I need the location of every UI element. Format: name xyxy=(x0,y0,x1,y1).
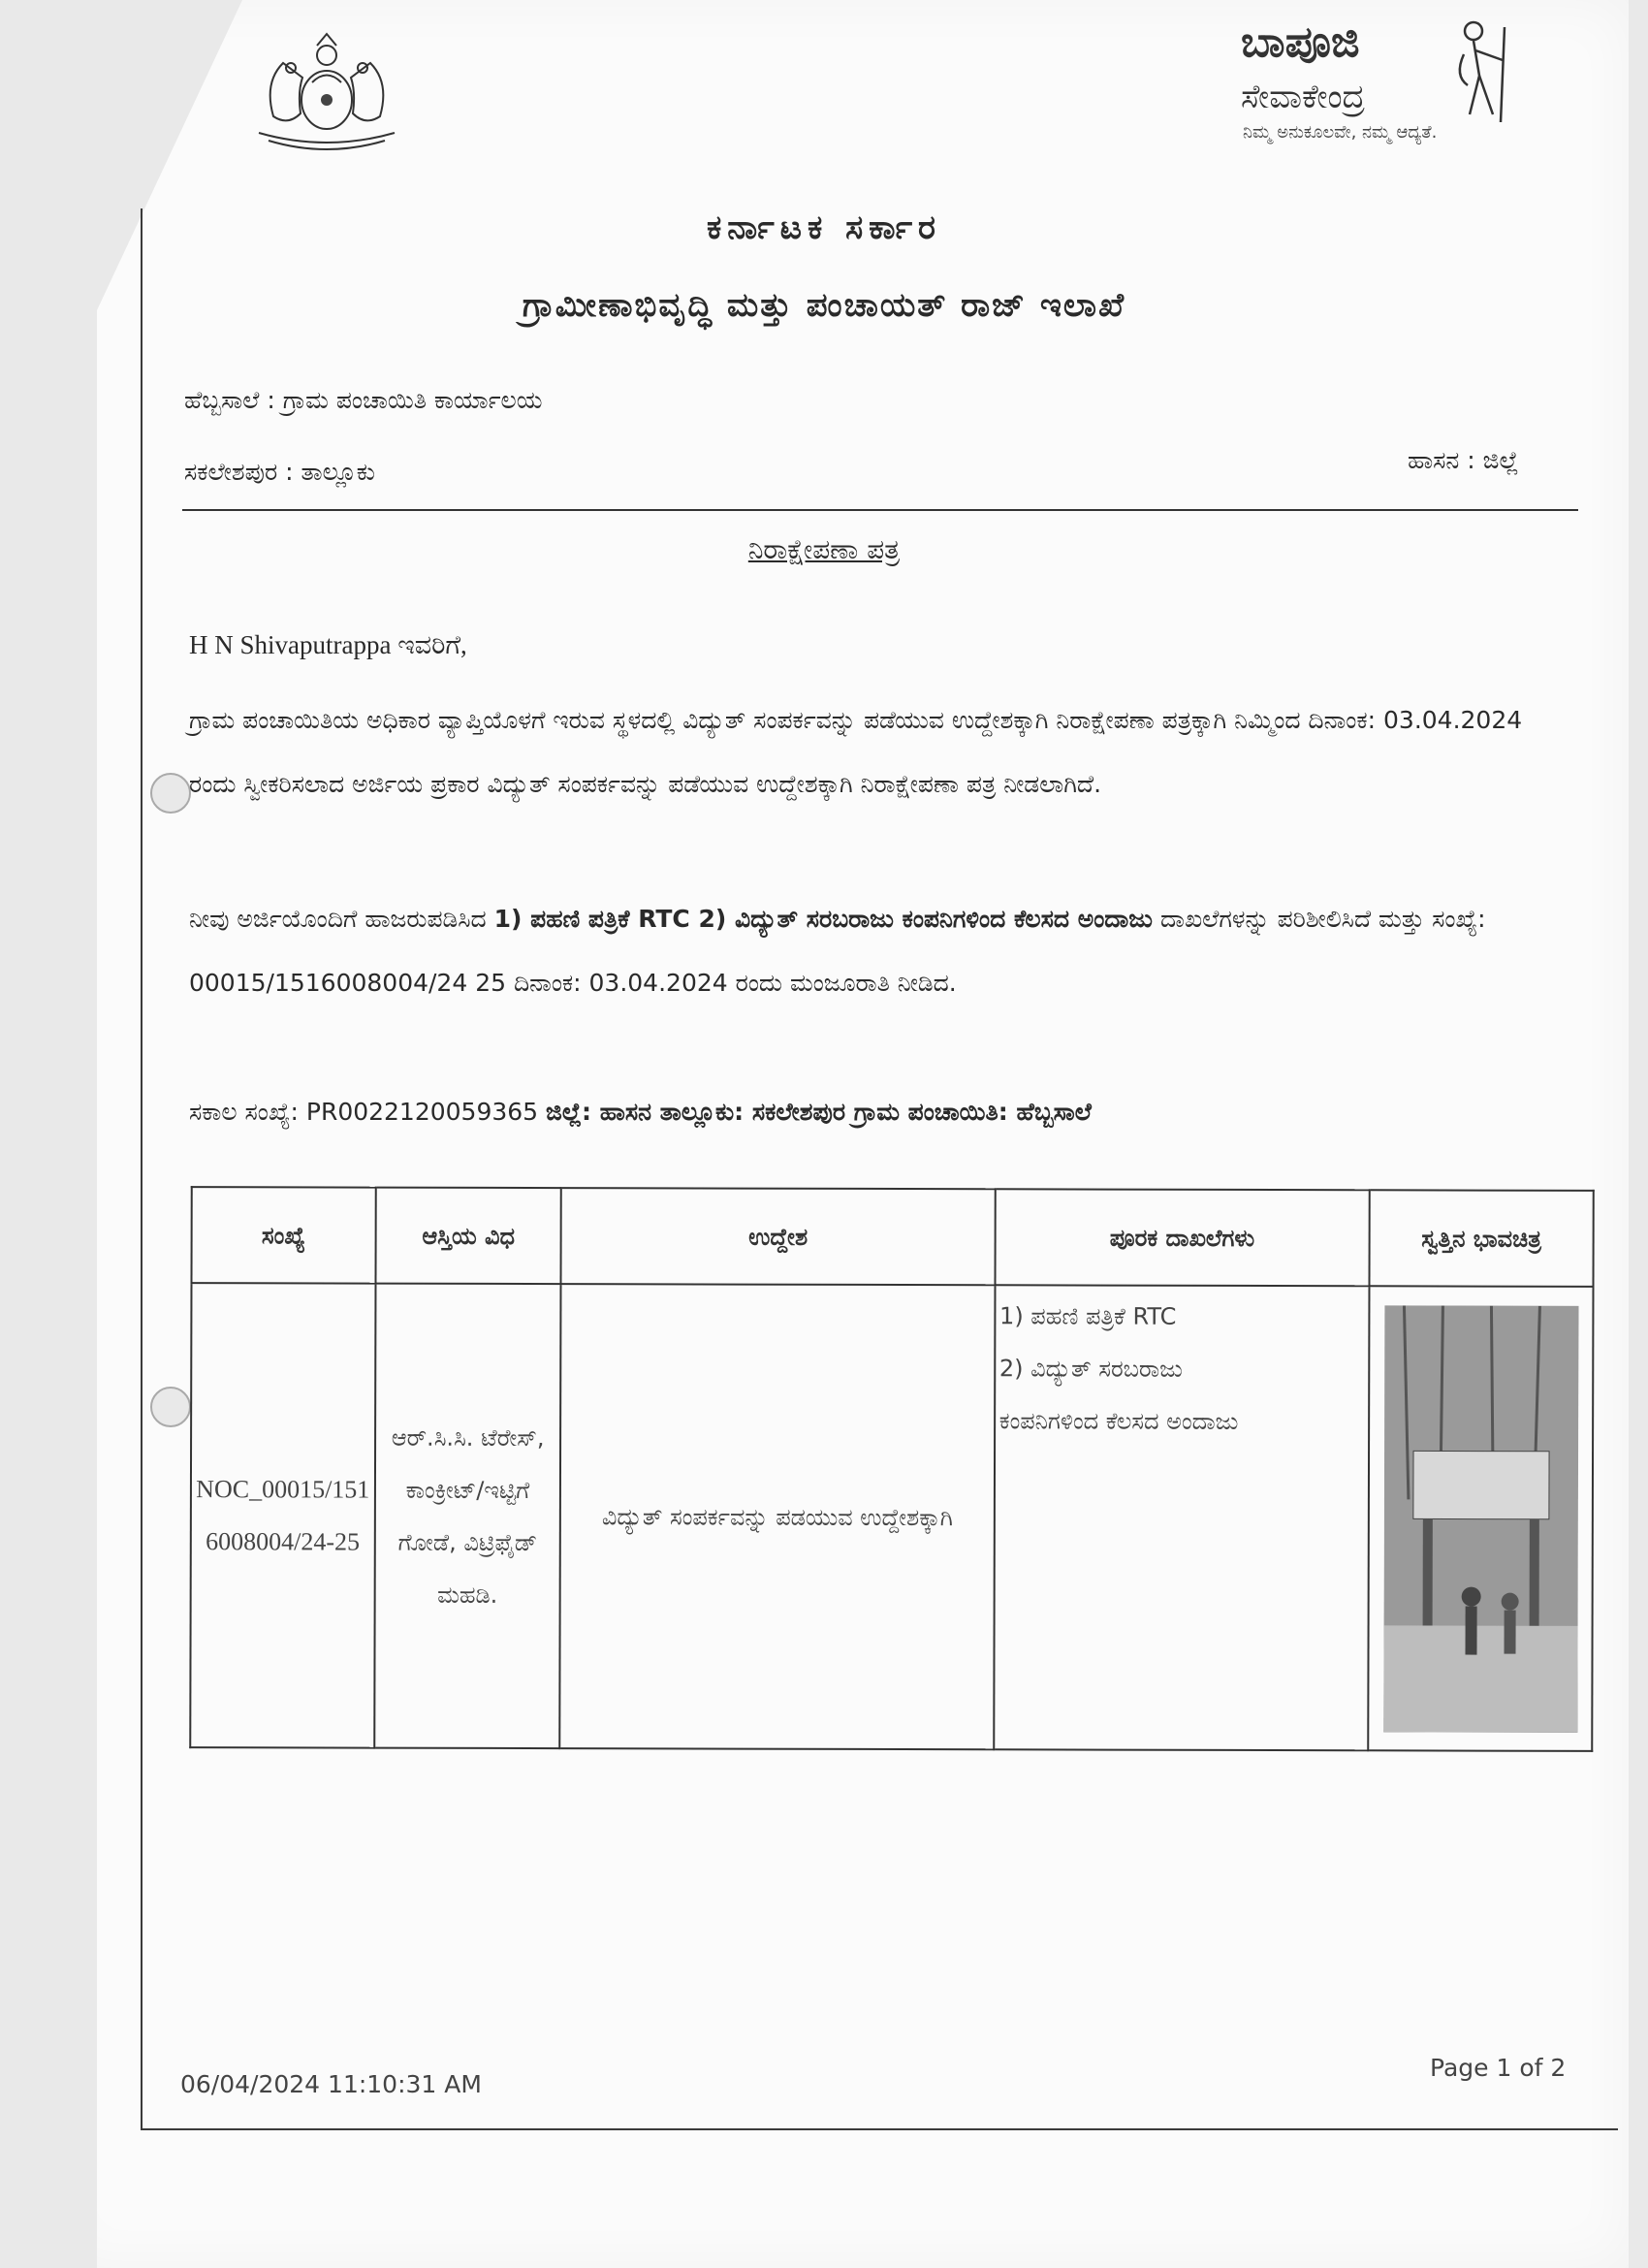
sakala-line xyxy=(189,1098,1092,1127)
logo-tagline: ನಿಮ್ಮ ಅನುಕೂಲವೇ, ನಮ್ಮ ಆದ್ಯತೆ. xyxy=(1243,122,1438,143)
page-frame xyxy=(141,208,1618,2130)
document-title: ನಿರಾಕ್ಷೇಪಣಾ ಪತ್ರ xyxy=(747,533,901,565)
paragraph-2-approval: ದಾಖಲೆಗಳನ್ನು ಪರಿಶೀಲಿಸಿದೆ ಮತ್ತು ಸಂಖ್ಯೆ: 00015/1516008004/24 25 ದಿನಾಂಕ: 03.04.2024 ರಂದು ಮಂಜೂರಾತಿ ನೀಡಿದ. xyxy=(189,905,1486,997)
district-name: ಹಾಸನ : ಜಿಲ್ಲೆ xyxy=(1408,446,1519,474)
department-title: ಗ್ರಾಮೀಣಾಭಿವೃದ್ಧಿ ಮತ್ತು ಪಂಚಾಯತ್ ರಾಜ್ ಇಲಾಖೆ xyxy=(522,286,1126,325)
paragraph-2 xyxy=(189,887,1575,1015)
document-item: ಕಂಪನಿಗಳಿಂದ ಕೆಲಸದ ಅಂದಾಜು xyxy=(998,1407,1239,1435)
print-timestamp: 06/04/2024 11:10:31 AM xyxy=(180,2070,482,2098)
punch-hole xyxy=(150,773,191,814)
column-header-photo: ಸ್ವತ್ತಿನ ಭಾವಚಿತ್ರ xyxy=(1370,1190,1594,1287)
property-photo-cell xyxy=(1368,1286,1593,1751)
page-number: Page 1 of 2 xyxy=(1430,2054,1567,2082)
logo-subtitle: ಸೇವಾಕೇಂದ್ರ xyxy=(1241,78,1366,116)
column-header-property-type: ಆಸ್ತಿಯ ವಿಧ xyxy=(375,1188,561,1285)
paragraph-2-documents: 1) ಪಹಣಿ ಪತ್ರಿಕೆ RTC 2) ವಿದ್ಯುತ್ ಸರಬರಾಜು ಕಂಪನಿಗಳಿಂದ ಕೆಲಸದ ಅಂದಾಜು xyxy=(493,905,1154,933)
property-photo xyxy=(1383,1305,1578,1733)
document-item: 2) ವಿದ್ಯುತ್ ಸರಬರಾಜು xyxy=(998,1355,1183,1383)
paragraph-1: ಗ್ರಾಮ ಪಂಚಾಯಿತಿಯ ಅಧಿಕಾರ ವ್ಯಾಪ್ತಿಯೊಳಗೆ ಇರುವ ಸ್ಥಳದಲ್ಲಿ ವಿದ್ಯುತ್ ಸಂಪರ್ಕವನ್ನು ಪಡೆಯುವ ಉದ್ದೇಶಕ್ಕಾಗಿ ನಿರಾಕ್ಷೇಪಣಾ ಪತ್ರಕ್ಕಾಗಿ ನಿಮ್ಮಿಂದ ದಿನಾಂಕ: 03.04.2024 ರಂದು ಸ್ವೀಕರಿಸಲಾದ ಅರ್ಜಿಯ ಪ್ರಕಾರ ವಿದ್ಯುತ್ ಸಂಪರ್ಕವನ್ನು ಪಡೆಯುವ ಉದ್ದೇಶಕ್ಕಾಗಿ ನಿರಾಕ್ಷೇಪಣಾ ಪತ್ರ ನೀಡಲಾಗಿದೆ. xyxy=(189,706,1523,798)
supporting-documents xyxy=(994,1285,1370,1750)
property-type: ಆರ್.ಸಿ.ಸಿ. ಟೆರೇಸ್, ಕಾಂಕ್ರೀಟ್/ಇಟ್ಟಿಗೆ ಗೋಡೆ, ವಿಟ್ರಿಫೈಡ್ ಮಹಡಿ. xyxy=(374,1284,561,1749)
logo-title: ಬಾಪೂಜಿ xyxy=(1241,17,1360,67)
noc-number: NOC_00015/1516008004/24-25 xyxy=(190,1283,375,1747)
document-item: 1) ಪಹಣಿ ಪತ್ರಿಕೆ RTC xyxy=(999,1302,1177,1330)
karnataka-emblem-icon xyxy=(244,24,409,155)
noc-table xyxy=(189,1186,1595,1752)
sakala-location: ಜಿಲ್ಲೆ: ಹಾಸನ ತಾಲ್ಲೂಕು: ಸಕಲೇಶಪುರ ಗ್ರಾಮ ಪಂಚಾಯಿತಿ: ಹೆಬ್ಬಸಾಲೆ xyxy=(546,1098,1092,1126)
salutation: H N Shivaputrappa ಇವರಿಗೆ, xyxy=(189,630,467,659)
table-row xyxy=(190,1283,1593,1751)
column-header-purpose: ಉದ್ದೇಶ xyxy=(561,1188,995,1285)
taluk-name: ಸಕಲೇಶಪುರ : ತಾಲ್ಲೂಕು xyxy=(184,458,375,486)
column-header-number: ಸಂಖ್ಯೆ xyxy=(191,1187,375,1283)
purpose: ವಿದ್ಯುತ್ ಸಂಪರ್ಕವನ್ನು ಪಡಯುವ ಉದ್ದೇಶಕ್ಕಾಗಿ xyxy=(560,1284,995,1749)
table-header-row xyxy=(191,1187,1593,1287)
government-title: ಕರ್ನಾಟಕ ಸರ್ಕಾರ xyxy=(706,208,942,247)
office-name: ಹೆಬ್ಬಸಾಲೆ : ಗ್ರಾಮ ಪಂಚಾಯಿತಿ ಕಾರ್ಯಾಲಯ xyxy=(184,386,543,414)
gandhi-figure-icon xyxy=(1435,17,1532,124)
sakala-number: ಸಕಾಲ ಸಂಖ್ಯೆ: PR0022120059365 xyxy=(189,1098,539,1126)
header-divider xyxy=(182,509,1578,511)
column-header-documents: ಪೂರಕ ದಾಖಲೆಗಳು xyxy=(995,1189,1370,1286)
property-photo-image xyxy=(1383,1305,1578,1733)
punch-hole xyxy=(150,1387,191,1427)
bapuji-logo xyxy=(1241,17,1532,163)
paragraph-2-intro: ನೀವು ಅರ್ಜಿಯೊಂದಿಗೆ ಹಾಜರುಪಡಿಸಿದ xyxy=(189,905,487,933)
